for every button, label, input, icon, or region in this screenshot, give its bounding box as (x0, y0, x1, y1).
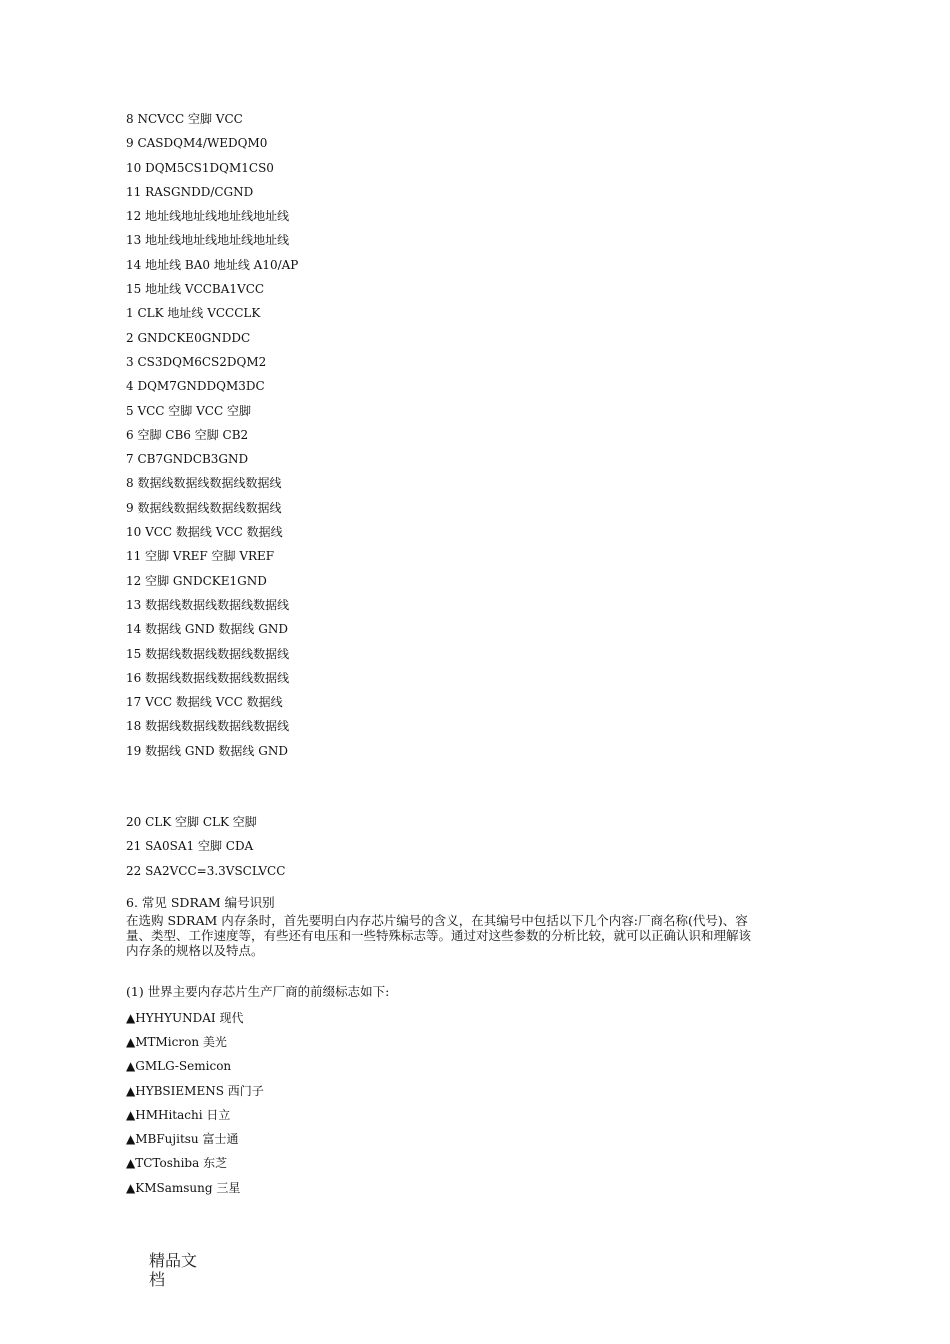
manufacturer-item: ▲GMLG-Semicon (126, 1059, 232, 1074)
pin-line: 13 地址线地址线地址线地址线 (126, 233, 290, 248)
spacer (126, 767, 766, 814)
manufacturer-item: ▲HYHYUNDAI 现代 (126, 1010, 244, 1025)
manufacturer-item: ▲TCToshiba 东芝 (126, 1156, 228, 1171)
pin-line: 22 SA2VCC=3.3VSCLVCC (126, 863, 286, 878)
pin-line: 7 CB7GNDCB3GND (126, 452, 249, 467)
pin-line: 16 数据线数据线数据线数据线 (126, 670, 290, 685)
pin-line: 15 地址线 VCCBA1VCC (126, 282, 265, 297)
subheading: (1) 世界主要内存芯片生产厂商的前缀标志如下: (126, 983, 390, 999)
manufacturer-list (126, 1010, 766, 1196)
pin-line: 21 SA0SA1 空脚 CDA (126, 839, 254, 854)
watermark-text: 精品文档 (149, 1251, 198, 1289)
pin-line: 6 空脚 CB6 空脚 CB2 (126, 427, 249, 442)
pin-line: 9 数据线数据线数据线数据线 (126, 500, 282, 515)
manufacturer-item: ▲KMSamsung 三星 (126, 1180, 241, 1195)
section-heading: 6. 常见 SDRAM 编号识别 (126, 894, 275, 910)
pin-line: 8 NCVCC 空脚 VCC (126, 112, 243, 126)
manufacturer-item: ▲HMHitachi 日立 (126, 1107, 231, 1122)
body-paragraph: 在选购 SDRAM 内存条时，首先要明白内存芯片编号的含义，在其编号中包括以下几个内容:厂商名称(代号)、容量、类型、工作速度等，有些还有电压和一些特殊标志等。通过对这些参数的分析比较，就可以正确认识和理解该内存条的规格以及特点。 (126, 912, 752, 958)
pin-line: 5 VCC 空脚 VCC 空脚 (126, 403, 251, 418)
pin-line: 17 VCC 数据线 VCC 数据线 (126, 695, 283, 710)
pin-line: 10 VCC 数据线 VCC 数据线 (126, 525, 283, 540)
pin-line: 18 数据线数据线数据线数据线 (126, 719, 290, 734)
pin-line: 10 DQM5CS1DQM1CS0 (126, 160, 274, 175)
pin-line: 9 CASDQM4/WEDQM0 (126, 136, 268, 151)
pin-line: 8 数据线数据线数据线数据线 (126, 476, 282, 491)
pin-line: 19 数据线 GND 数据线 GND (126, 743, 288, 758)
manufacturer-item: ▲MTMicron 美光 (126, 1034, 227, 1049)
pin-line: 3 CS3DQM6CS2DQM2 (126, 354, 267, 369)
manufacturer-item: ▲MBFujitsu 富士通 (126, 1132, 239, 1147)
pin-line: 12 地址线地址线地址线地址线 (126, 209, 290, 224)
pin-line: 15 数据线数据线数据线数据线 (126, 646, 290, 661)
pin-line: 12 空脚 GNDCKE1GND (126, 573, 267, 588)
pin-line: 1 CLK 地址线 VCCCLK (126, 306, 261, 321)
pin-line: 11 空脚 VREF 空脚 VREF (126, 549, 275, 564)
pin-line: 14 地址线 BA0 地址线 A10/AP (126, 257, 299, 272)
document-body (126, 111, 766, 1204)
pin-line: 4 DQM7GNDDQM3DC (126, 379, 265, 394)
pin-line: 14 数据线 GND 数据线 GND (126, 622, 288, 637)
pin-line: 11 RASGNDD/CGND (126, 184, 254, 199)
manufacturer-item: ▲HYBSIEMENS 西门子 (126, 1083, 264, 1098)
pin-list (126, 111, 766, 759)
pin-line: 20 CLK 空脚 CLK 空脚 (126, 815, 257, 830)
pin-line: 13 数据线数据线数据线数据线 (126, 597, 290, 612)
pin-line: 2 GNDCKE0GNDDC (126, 330, 251, 345)
pin-list-continued (126, 814, 766, 879)
